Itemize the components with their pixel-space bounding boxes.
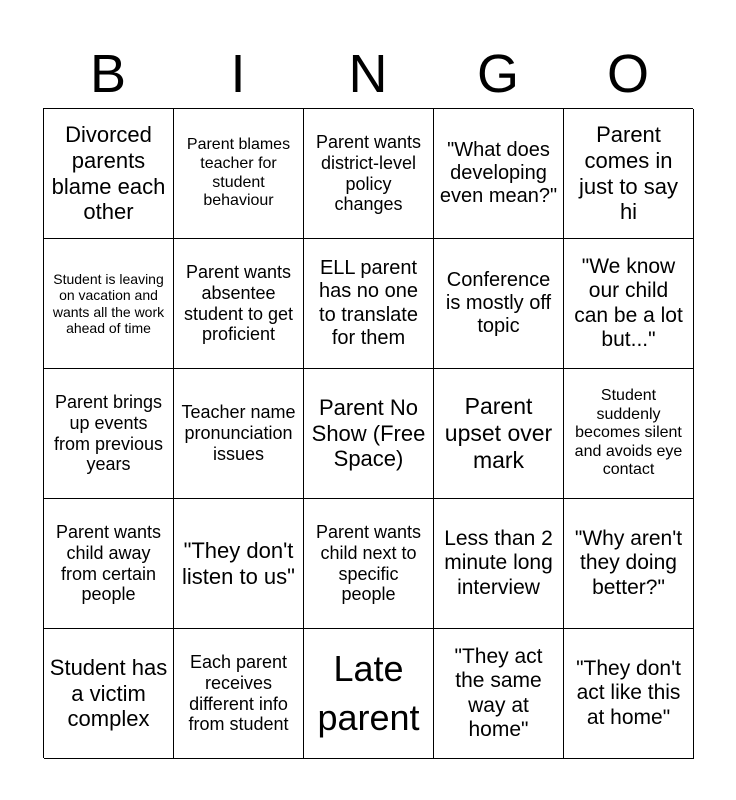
bingo-cell[interactable] [564,369,694,499]
cell-text: ELL parent has no one to translate for them [319,257,418,349]
bingo-cell[interactable] [174,239,304,369]
cell-text: Parent wants absentee student to get proficient [183,261,294,345]
cell-text: Parent brings up events from previous years [53,391,164,475]
cell-text: Conference is mostly off topic [445,268,552,338]
cell-text: "They act the same way at home" [454,644,543,741]
cell-text: Student has a victim complex [49,655,168,732]
cell-text: "They don't listen to us" [182,537,295,589]
cell-text: Each parent receives different info from student [188,651,289,735]
cell-text: Teacher name pronunciation issues [181,402,296,464]
cell-text: Student suddenly becomes silent and avoids eye contact [574,387,683,479]
bingo-cell[interactable] [564,499,694,629]
bingo-cell[interactable] [304,239,434,369]
bingo-cell[interactable] [434,369,564,499]
header-letter-o: O [606,44,649,104]
bingo-cell[interactable] [174,629,304,759]
header-letter-i: I [230,44,246,104]
cell-text: Parent wants child next to specific people [315,521,422,605]
bingo-cell[interactable] [174,499,304,629]
bingo-cell[interactable] [434,239,564,369]
cell-text: "What does developing even mean?" [439,138,558,208]
bingo-cell[interactable] [564,109,694,239]
bingo-cell[interactable] [564,239,694,369]
cell-text: Parent wants child away from certain people [55,521,162,605]
cell-text: Parent upset over mark [444,393,553,473]
cell-text: "We know our child can be a lot but..." [574,254,683,351]
bingo-cell[interactable] [44,109,174,239]
cell-text: Divorced parents blame each other [51,122,166,225]
bingo-cell[interactable] [434,629,564,759]
bingo-cell[interactable] [304,629,434,759]
free-space-cell[interactable] [304,369,434,499]
bingo-cell[interactable] [44,499,174,629]
header-letter-b: B [89,44,127,104]
cell-text: Parent blames teacher for student behaviour [186,136,291,210]
bingo-cell[interactable] [44,629,174,759]
bingo-cell[interactable] [304,499,434,629]
bingo-cell[interactable] [174,369,304,499]
bingo-board [43,108,693,758]
bingo-cell[interactable] [434,109,564,239]
cell-text: "Why aren't they doing better?" [574,526,683,599]
bingo-header [43,40,693,108]
cell-text: Parent wants district-level policy changes [315,131,422,215]
header-letter-n: N [348,44,388,104]
bingo-cell[interactable] [434,499,564,629]
header-letter-g: G [476,44,519,104]
cell-text: "They don't act like this at home" [576,656,681,729]
bingo-cell[interactable] [174,109,304,239]
bingo-cell[interactable] [564,629,694,759]
cell-text: Parent No Show (Free Space) [311,395,426,472]
cell-text: Less than 2 minute long interview [444,526,553,599]
bingo-cell[interactable] [304,109,434,239]
bingo-cell[interactable] [44,239,174,369]
cell-text: Parent comes in just to say hi [578,122,679,225]
cell-text: Late parent [317,647,420,738]
bingo-cell[interactable] [44,369,174,499]
cell-text: Student is leaving on vacation and wants all the work ahead of time [52,271,165,336]
